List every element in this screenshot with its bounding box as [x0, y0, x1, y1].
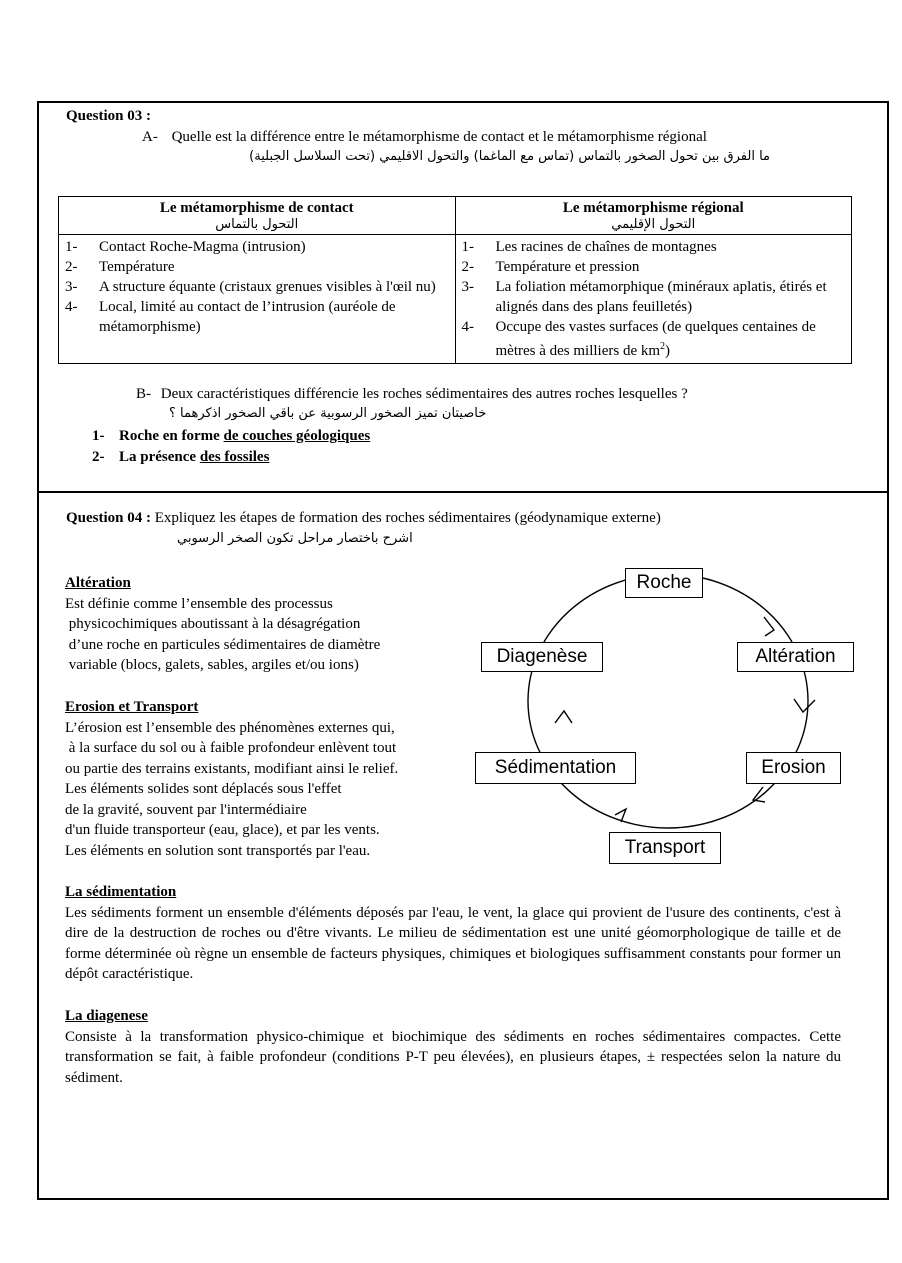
- arrow-sedimentation-diagenese-icon: [555, 711, 572, 723]
- q4-text: Expliquez les étapes de formation des roches sédimentaires (géodynamique externe): [154, 510, 661, 526]
- item-number: 4-: [65, 299, 78, 315]
- cycle-node-transport: Transport: [609, 832, 721, 864]
- km-superscript: 2: [660, 341, 666, 352]
- item-text: La foliation métamorphique (minéraux aplatis, étirés et alignés dans des plans feuilletés): [495, 279, 827, 315]
- regional-item: [462, 237, 846, 257]
- item-text: Contact Roche-Magma (intrusion): [99, 239, 306, 255]
- alteration-line: physicochimiques aboutissant à la désagrégation: [65, 616, 361, 632]
- item-text: Température et pression: [495, 259, 640, 275]
- q3-answer-1: [92, 428, 370, 445]
- contact-item: [65, 297, 449, 337]
- q3-b-text: Deux caractéristiques différencie les roches sédimentaires des autres roches lesquelles ?: [160, 386, 688, 402]
- item-number: 2-: [65, 259, 78, 275]
- sedimentation-section: [65, 882, 841, 985]
- cycle-node-sedimentation: Sédimentation: [475, 752, 636, 784]
- contact-header-arabic: التحول بالتماس: [215, 217, 299, 232]
- item-number: 3-: [65, 279, 78, 295]
- q3-b-arabic: خاصيتان تميز الصخور الرسوبية عن باقي الصخور اذكرهما ؟: [169, 406, 487, 421]
- regional-item: [462, 257, 846, 277]
- contact-item: [65, 277, 449, 297]
- arrow-alteration-erosion-icon: [794, 699, 815, 712]
- contact-header-cell: [59, 197, 456, 235]
- erosion-line: L’érosion est l’ensemble des phénomènes externes qui,: [65, 719, 395, 736]
- cycle-circle-svg: [481, 568, 861, 868]
- regional-header-cell: [455, 197, 852, 235]
- q4-arabic: اشرح باختصار مراحل تكون الصخر الرسوبي: [177, 531, 413, 546]
- arrow-roche-alteration-icon: [764, 617, 774, 636]
- answer-underlined: de couches géologiques: [223, 428, 371, 444]
- diagenese-heading: La diagenese: [65, 1008, 148, 1024]
- alteration-heading: Altération: [65, 575, 131, 591]
- q3-answer-2: [92, 449, 269, 466]
- erosion-line: ou partie des terrains existants, modifiant ainsi le relief.: [65, 760, 399, 777]
- answer-text: La présence: [119, 449, 200, 465]
- item-text: Les racines de chaînes de montagnes: [495, 239, 717, 255]
- regional-header-arabic: التحول الإقليمي: [611, 217, 696, 232]
- item-text: A structure équante (cristaux grenues visibles à l'œil nu): [99, 279, 436, 295]
- q3-a-question: [142, 129, 707, 146]
- q3-b-question: [136, 386, 688, 403]
- q4-title: Question 04 :: [66, 510, 152, 526]
- regional-header-title: Le métamorphisme régional: [562, 200, 744, 216]
- alteration-line: Est définie comme l’ensemble des processus: [65, 595, 333, 612]
- erosion-line: de la gravité, souvent par l'intermédiaire: [65, 801, 307, 818]
- item-number: 2-: [461, 259, 474, 275]
- q4-question: [66, 510, 661, 527]
- diagenese-section: [65, 1006, 841, 1088]
- alteration-section: [65, 573, 380, 676]
- answer-underlined: des fossiles: [199, 449, 270, 465]
- answer-text: Roche en forme: [119, 428, 224, 444]
- cycle-node-erosion: Erosion: [746, 752, 841, 784]
- alteration-line: variable (blocs, galets, sables, argiles et/ou ions): [65, 657, 359, 673]
- answer-number: 2-: [92, 449, 105, 465]
- km-close-paren: ): [665, 343, 671, 359]
- sedimentation-heading: La sédimentation: [65, 884, 177, 900]
- metamorphism-comparison-table: [58, 196, 852, 364]
- q3-a-arabic: ما الفرق بين تحول الصخور بالتماس (تماس مع الماغما) والتحول الاقليمي (تحت السلاسل الجبلية): [249, 149, 770, 164]
- cycle-node-roche: Roche: [625, 568, 703, 598]
- item-number: 4-: [461, 319, 474, 335]
- erosion-section: [65, 697, 398, 861]
- erosion-line: Les éléments en solution sont transportés par l'eau.: [65, 842, 371, 859]
- diagenese-text: Consiste à la transformation physico-chimique et biochimique des sédiments en roches sédimentaires compactes. Cette transformation se fait, à faible profondeur (conditions P-T peu élevées), en plusieurs étapes, ± respectées selon la nature du sédiment.: [65, 1028, 841, 1086]
- contact-item: [65, 237, 449, 257]
- item-text: Local, limité au contact de l’intrusion (auréole de métamorphisme): [99, 299, 396, 335]
- regional-item: [462, 277, 846, 317]
- contact-items-cell: [59, 235, 456, 364]
- cycle-node-diagenese: Diagenèse: [481, 642, 603, 672]
- q3-title: Question 03 :: [66, 108, 152, 124]
- contact-item: [65, 257, 449, 277]
- erosion-line: Les éléments solides sont déplacés sous l'effet: [65, 781, 342, 797]
- regional-item: [462, 317, 846, 361]
- q3-a-label: A-: [142, 129, 158, 145]
- sedimentary-cycle-diagram: [481, 568, 861, 868]
- question-04-frame: [37, 491, 889, 1200]
- regional-items-cell: [455, 235, 852, 364]
- item-text: Occupe des vastes surfaces (de quelques centaines de mètres à des milliers de km: [495, 319, 816, 359]
- erosion-line: d'un fluide transporteur (eau, glace), et par les vents.: [65, 822, 380, 838]
- sedimentation-text: Les sédiments forment un ensemble d'éléments déposés par l'eau, le vent, la glace qui provient de l'usure des continents, c'est à dire de la destruction de roches ou d'être vivants. Le milieu de sédimentation est une unité géomorphologique de taille et de forme déterminée où règne un ensemble de facteurs physiques, chimiques et biologiques suffisamment constants pour former un dépôt caractéristique.: [65, 904, 841, 982]
- question-03-frame: [37, 101, 889, 493]
- q3-b-label: B-: [136, 386, 151, 402]
- item-number: 3-: [461, 279, 474, 295]
- answer-number: 1-: [92, 428, 105, 444]
- q3-a-text: Quelle est la différence entre le métamorphisme de contact et le métamorphisme régional: [171, 129, 707, 145]
- erosion-line: à la surface du sol ou à faible profondeur enlèvent tout: [65, 740, 397, 756]
- item-number: 1-: [65, 239, 78, 255]
- item-text: Température: [99, 259, 175, 275]
- item-number: 1-: [461, 239, 474, 255]
- contact-header-title: Le métamorphisme de contact: [159, 200, 354, 216]
- erosion-heading: Erosion et Transport: [65, 699, 199, 715]
- alteration-line: d’une roche en particules sédimentaires de diamètre: [65, 636, 381, 653]
- cycle-circle: [528, 574, 808, 828]
- cycle-node-alteration: Altération: [737, 642, 854, 672]
